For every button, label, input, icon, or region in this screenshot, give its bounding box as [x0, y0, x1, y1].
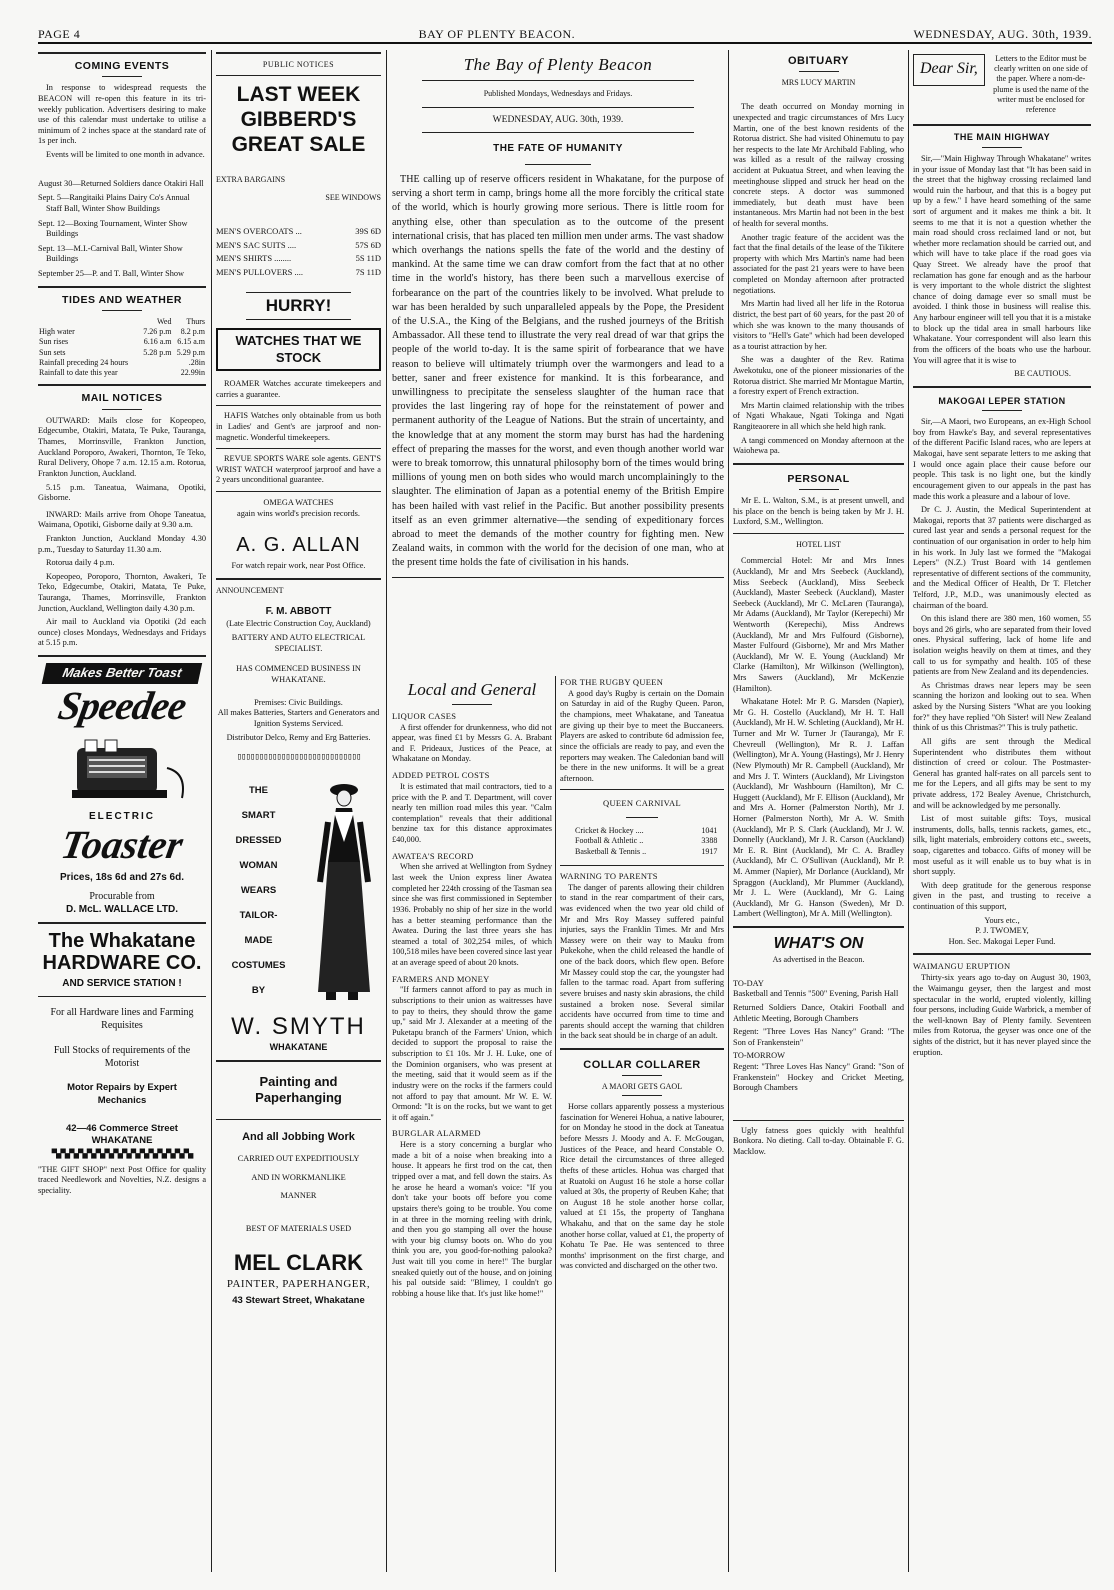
- waimangu-heading: WAIMANGU ERUPTION: [913, 961, 1011, 972]
- tomorrow-item: Regent: "Three Loves Has Nancy" Grand: "Son of Frankenstein" Hockey and Cricket Meeting, Borough Chambers: [733, 1062, 904, 1093]
- allan-name: A. G. ALLAN: [236, 534, 361, 557]
- makogai-para: On this island there are 380 men, 160 women, 55 boys and 26 girls, who are separated from their loved ones. Physical suffering, lack of home life and isolation weighs heavily on them at times, and they call to us for sympathy and health. 105 of these patients are from New Zealand and its dependencies.: [913, 614, 1091, 677]
- coming-events-heading: COMING EVENTS: [74, 60, 170, 72]
- mail-outward-2: 5.15 p.m. Taneatua, Waimana, Opotiki, Gisborne.: [38, 482, 206, 503]
- gift-shop-notice: "THE GIFT SHOP" next Post Office for quality traced Needlework and Novelties, N.Z. designs a speciality.: [38, 1164, 206, 1195]
- abbott-name: F. M. ABBOTT: [265, 605, 332, 617]
- abbott-distributor: Distributor Delco, Remy and Erg Batteries.: [226, 733, 371, 743]
- workman-line: AND IN WORKMANLIKE: [251, 1172, 346, 1182]
- abbott-late: (Late Electric Construction Coy, Auckland): [226, 618, 371, 628]
- decorative-border: ▯▯▯▯▯▯▯▯▯▯▯▯▯▯▯▯▯▯▯▯▯▯▯▯▯▯▯▯: [236, 752, 361, 763]
- page-number: PAGE 4: [38, 26, 81, 41]
- abbott-premises: Premises: Civic Buildings.: [254, 697, 343, 707]
- hardware-line-2: Full Stocks of requirements of the Motorist: [53, 1044, 191, 1069]
- smyth-advert: [216, 772, 381, 1012]
- table-row: Sun rises 6.16 a.m 6.15 a.m: [39, 337, 205, 347]
- toaster-from: Procurable from: [89, 890, 155, 902]
- carried-line: CARRIED OUT EXPEDITIOUSLY: [237, 1154, 360, 1164]
- hardware-address-1: 42—46 Commerce Street: [66, 1122, 178, 1134]
- smyth-word: MADE: [244, 934, 273, 946]
- makogai-signature: P. J. TWOMEY,: [975, 926, 1029, 936]
- allan-sub: For watch repair work, near Post Office.: [231, 560, 366, 570]
- makogai-para: Dr C. J. Austin, the Medical Superintendent at Makogai, reports that 37 patients were discharged as cured last year and sends a personal request for the continuation of our organisation in order to help him in his work. In July last we formed the "Makogai Lepers" (N.Z.) Trust Board with 14 gentlemen representative of different sections of the community, and the Medical Officer of Health, Dr T. Fletcher Telford, J.P., M.D., was unanimously elected as chairman of the board.: [913, 505, 1091, 610]
- makogai-title: Hon. Sec. Makogai Leper Fund.: [948, 936, 1056, 946]
- toaster-slogan: Makes Better Toast: [42, 663, 202, 684]
- mail-air: Air mail to Auckland via Opotiki (2d each ounce) closes Mondays, Wednesdays and Fridays at 5.15 p.m.: [38, 617, 206, 648]
- woman-illustration: [304, 772, 380, 1010]
- gibberd-headline-2: GIBBERD'S: [240, 108, 357, 132]
- mail-inward-4: Kopeopeo, Poroporo, Thornton, Awakeri, Te Teko, Edgecumbe, Otakiri, Matata, Te Puke, Tauranga, Thames, Morrinsville, Frankton Junction, Auckland, Wellington daily 4.30 p.m.: [38, 571, 206, 613]
- announcement-heading: ANNOUNCEMENT: [216, 585, 284, 595]
- table-row: Cricket & Hockey .... 1041: [575, 826, 718, 836]
- warning-body: The danger of parents allowing their children to stand in the rear compartment of their cars, was evidenced when the two year old child of Mr and Mrs Roy Massey suffered painful injuries, says the Franklin Times. Mr and Mrs Massey were on their way to Mauku from Pukekohe, when the child released the handle of one of the back doors, which flew open. Before Mr Massey could stop the car, the youngster had fallen to the tarmac road. Apart from suffering severe bruises and nasty skin abrasions, the child sustained a broken nose. Several similar accidents have occurred from time to time and parents should accept the warning that children in the back seat should be in charge of an adult.: [560, 882, 724, 1041]
- extra-bargains: EXTRA BARGAINS: [216, 175, 286, 185]
- rugby-heading: FOR THE RUGBY QUEEN: [560, 677, 664, 687]
- see-windows: SEE WINDOWS: [325, 193, 381, 203]
- smyth-word: WOMAN: [239, 859, 278, 871]
- obituary-para: Another tragic feature of the accident was the fact that the final details of the lease of the Tikitere property with which Mrs Martin's name had been associated for the past 21 years were to have been completed on Monday afternoon after protracted negotiations.: [733, 232, 904, 295]
- materials-line: BEST OF MATERIALS USED: [245, 1223, 352, 1233]
- local-general-column-2: [560, 675, 724, 1572]
- table-row: High water 7.26 p.m 8.2 p.m: [39, 327, 205, 337]
- bonkora-advert: Ugly fatness goes quickly with healthful Bonkora. No dieting. Call to-day. Obtainable F. G. Macklow.: [733, 1125, 904, 1157]
- mail-inward-3: Rotorua daily 4 p.m.: [46, 558, 115, 568]
- abbott-services: All makes Batteries, Starters and Generators and Ignition Systems Serviced.: [217, 708, 380, 728]
- table-row: Basketball & Tennis .. 1917: [575, 846, 718, 856]
- main-highway-body: Sir,—"Main Highway Through Whakatane" writes in your issue of Monday last that "It has been said in the street that the highway crossing reclaimed land would ruin the harbour, and that this is a bogey put up by a few." I have heard something of the same sort of argument and it makes me think a bit. It seems to me that it is not a question whether the main road should cross reclaimed land or not, but whether more reclamation should be carried out, and which will have to take place if the road goes via Quay Street. We already have the proof that reclamation has gone far enough and as the harbour is very important to the whole district the slightest chance of doing damage ever so small must be avoided. I think those in business will realise this. Any harbour engineer will tell you that it is a mistake to block up the tidal area in small harbours like Whakatane. Your correspondent will also learn this from the officers of the boats who use the harbour. You will agree that it is wise to: [913, 153, 1091, 365]
- column-4: [733, 50, 904, 1572]
- burglar-heading: BURGLAR ALARMED: [392, 1128, 481, 1139]
- obituary-para: She was a daughter of the Rev. Ratima Awekotuku, one of the pioneer missionaries of the Rotorua district. She married Mr Montague Martin, a forestry expert of French extraction.: [733, 355, 904, 397]
- hardware-name-1: The Whakatane: [48, 930, 196, 953]
- warning-heading: WARNING TO PARENTS: [560, 870, 658, 881]
- events-intro: In response to widespread requests the BEACON will re-open this feature in its tri-weekly publication. Advertisers desiring to make use of this calendar must undertake to utilise a minimum of 2 inches space at the standard rate of 1s per inch.: [38, 83, 206, 146]
- smyth-town: WHAKATANE: [269, 1042, 328, 1053]
- table-row: Rainfall to date this year 22.99in: [39, 368, 205, 378]
- hardware-name-2: HARDWARE CO.: [42, 952, 202, 975]
- column-rule: [908, 50, 909, 1572]
- tides-table: [38, 317, 206, 378]
- awatea-body: When she arrived at Wellington from Sydney last week the Union express liner Awatea completed her 224th crossing of the Tasman sea since she was first commissioned in September 1936. Probably no ship of her size in the world has a better steaming performance than the Awatea. During the last three years she has steamed a total of 302,254 miles, of which 100,518 miles have been covered since last year at an average speed of about 20 knots.: [392, 862, 552, 967]
- clark-address: 43 Stewart Street, Whakatane: [232, 1294, 365, 1306]
- event-item: September 25—P. and T. Ball, Winter Show: [38, 268, 185, 278]
- toaster-word: Toaster: [57, 822, 187, 868]
- watch-omega: OMEGA WATCHES: [263, 498, 334, 508]
- smyth-word: TAILOR-: [239, 909, 278, 921]
- hotel-list-heading: HOTEL LIST: [796, 540, 841, 550]
- paper-title: The Bay of Plenty Beacon: [463, 55, 653, 74]
- hardware-line-1: For all Hardware lines and Farming Requisites: [50, 1007, 194, 1032]
- collar-heading: COLLAR COLLARER: [583, 1058, 701, 1071]
- obituary-name: MRS LUCY MARTIN: [781, 78, 856, 88]
- toaster-dealer: D. McL. WALLACE LTD.: [65, 903, 179, 915]
- whats-on-heading: WHAT'S ON: [773, 935, 864, 953]
- toaster-electric: ELECTRIC: [89, 811, 155, 823]
- farmers-heading: FARMERS AND MONEY: [392, 973, 490, 984]
- personal-heading: PERSONAL: [787, 472, 850, 485]
- farmers-body: "If farmers cannot afford to pay as much in subscriptions to their union as waitresses have to pay to theirs, they should throw the game up," said Mr J. Alexander at a meeting of the Puketapu branch of the Farmers' Union, which decided to support the proposal to raise the subscription to £1 10s. Mr J. H. Luke, one of the Dominion organisers, who was present at the meeting, said that it would seem as if the industry were on the rocks if the farmers could not afford to pay that amount. Mr W. E. W. Ormond: "It is on the rocks, but we want to get it off again.": [392, 985, 552, 1122]
- makogai-heading: MAKOGAI LEPER STATION: [938, 395, 1066, 406]
- column-1: [38, 50, 206, 1572]
- hardware-sub: AND SERVICE STATION !: [62, 978, 182, 990]
- carnival-heading: QUEEN CARNIVAL: [603, 798, 681, 809]
- today-item: Returned Soldiers Dance, Otakiri Football and Athletic Meeting, Borough Chambers: [733, 1002, 904, 1023]
- mail-inward: INWARD: Mails arrive from Ohope Taneatua, Waimana, Opotiki, Gisborne daily at 9.30 a.m.: [38, 509, 206, 530]
- smyth-word: SMART: [241, 809, 276, 821]
- burglar-body: Here is a story concerning a burglar who made a bit of a noise when breaking into a house. It appears he first trod on the cat, then tripped over a mat, and fell down the stairs. As he arose he heard a woman's voice: "If you don't take your boots off before you come upstairs there's going to be trouble. You come in at three in the morning reeling with drink, and then you go stamping all over the house with your big clumsy boots on. Who do you think you are, you good-for-nothing palooka? Just wait till you come in here!" The burglar sneaked quietly out of the house, and on joining his pal outside said: "Blimey, I couldn't go robbing a house like that. It's just like home!": [392, 1140, 552, 1298]
- event-item: August 30—Returned Soldiers dance Otakiri Hall: [38, 178, 204, 188]
- public-notices-heading: PUBLIC NOTICES: [262, 60, 335, 69]
- waimangu-body: Thirty-six years ago to-day on August 30, 1903, the Waimangu geyser, then the largest and most spectacular in the world, erupted violently, killing four persons, including Guide Warbrick, a member of the well-known Bay of Plenty family. Seventeen miles from Rotorua, the geyser was once one of the sights of the district, but it has never played since the eruption.: [913, 973, 1091, 1057]
- decorative-border: ▀▄▀▄▀▄▀▄▀▄▀▄▀▄▀▄▀▄▀▄▀▄▀▄▀▄▀▄▀▄▀▄: [51, 1149, 193, 1160]
- page-masthead: [38, 26, 1092, 44]
- awatea-heading: AWATEA'S RECORD: [392, 850, 474, 861]
- gibberd-headline-3: GREAT SALE: [231, 133, 366, 157]
- makogai-para: As Christmas draws near lepers may be seen scanning the horizon and looking out to sea. When asked by the Nursing Sisters "What are you looking for?" they have replied "Oh Sister! will New Zealand think of us this Christmas?" This is truly pathetic.: [913, 680, 1091, 733]
- clark-trade: PAINTER, PAPERHANGER,: [226, 1277, 371, 1290]
- column-rule: [555, 676, 556, 1572]
- collar-subheading: A MAORI GETS GAOL: [601, 1082, 683, 1092]
- toaster-advert: [38, 663, 206, 916]
- watch-roamer: ROAMER Watches accurate timekeepers and carries a guarantee.: [216, 379, 381, 399]
- liquor-heading: LIQUOR CASES: [392, 710, 457, 721]
- event-item: Sept. 5—Rangitaiki Plains Dairy Co's Annual Staff Ball, Winter Show Buildings: [38, 193, 190, 213]
- today-item: Regent: "Three Loves Has Nancy" Grand: "The Son of Frankenstein": [733, 1027, 904, 1047]
- abbott-specialist: BATTERY AND AUTO ELECTRICAL SPECIALIST.: [231, 633, 366, 653]
- obituary-para: Mrs Martin claimed relationship with the tribes of Ngati Whakaue, Ngati Tokinga and Ngati Rangiteaorere in all which she held high rank.: [733, 400, 904, 431]
- table-row: Sun sets 5.28 p.m 5.29 p.m: [39, 347, 205, 357]
- local-general-heading: Local and General: [407, 680, 537, 699]
- today-item: Basketball and Tennis "500" Evening, Parish Hall: [733, 989, 899, 999]
- mail-inward-2: Frankton Junction, Auckland Monday 4.30 p.m., Tuesday to Saturday 11.30 a.m.: [38, 533, 206, 554]
- manner-line: MANNER: [280, 1191, 317, 1201]
- hurry-headline: HURRY!: [246, 292, 351, 320]
- hardware-advert: [38, 930, 206, 1160]
- editorial-date: WEDNESDAY, AUG. 30th, 1939.: [492, 114, 624, 125]
- column-rule: [728, 50, 729, 1572]
- jobbing-line: And all Jobbing Work: [242, 1131, 355, 1144]
- issue-date: WEDNESDAY, AUG. 30th, 1939.: [913, 26, 1092, 41]
- list-item: MEN'S SAC SUITS .... 57S 6D: [216, 239, 381, 250]
- hardware-address-2: WHAKATANE: [91, 1134, 153, 1146]
- list-item: MEN'S SHIRTS ........ 5S 11D: [216, 253, 381, 264]
- toaster-prices: Prices, 18s 6d and 27s 6d.: [60, 872, 184, 884]
- editorial-heading: THE FATE OF HUMANITY: [493, 143, 623, 155]
- whats-on-sub: As advertised in the Beacon.: [772, 954, 865, 964]
- gibberd-headline-1: LAST WEEK: [236, 83, 361, 107]
- collar-body: Horse collars apparently possess a mysterious fascination for Wenerei Hohua, a native labourer, for on Monday he stood in the dock at Taneatua before Messrs J. Moody and A. F. McGougan, Justices of the Peace, and heard Constable O. Rice detail the circumstances of three alleged thefts of these articles. Hohua was charged that at Ruatoki on August 16 he stole a horse collar valued at 30s, the property of Reuben Kahe; that on August 18 he stole another horse collar, valued at £1 15s, the property of Tanghana Whakahu, and that on the same day he stole another horse collar, valued at £1, the property of Kohatu Te Pae. He was sentenced to three months' imprisonment on the first charge, and was convicted and discharged on the other two.: [560, 1102, 724, 1271]
- smyth-word: DRESSED: [235, 834, 282, 846]
- column-rule: [386, 50, 387, 1572]
- makogai-para: Sir,—A Maori, two Europeans, an ex-High School boy from Hawke's Bay, and several representatives of the different Pacific Island races, who are lepers at Makogai, have sent separate letters to me asking that I would once again place their cause before our people. This task is no light one, but the kindly encouragement given to our appeals in the past has made this work a pleasure and a labour of love.: [913, 417, 1091, 501]
- main-highway-signature: BE CAUTIOUS.: [1014, 369, 1071, 379]
- watch-omega-sub: again wins world's precision records.: [237, 508, 360, 518]
- tides-col-header: Wed: [157, 317, 172, 327]
- column-2: [216, 50, 381, 1572]
- makogai-para: With deep gratitude for the generous response given in the past, and trusting to receive a continuation of this support,: [913, 880, 1091, 912]
- events-limit: Events will be limited to one month in advance.: [46, 150, 205, 160]
- today-heading: TO-DAY: [733, 978, 764, 988]
- obituary-heading: OBITUARY: [787, 55, 850, 67]
- smyth-word: COSTUMES: [231, 959, 286, 971]
- toaster-brand: Speedee: [54, 682, 190, 728]
- makogai-para: List of most suitable gifts: Toys, musical instruments, dolls, balls, tennis rackets, games, etc., silk, light materials, embroidery cottons etc., sweets, soap, cigarettes and tobacco. Gifts of money will be most useful as it will enable us to buy what is in short supply.: [913, 814, 1091, 877]
- events-list: [38, 179, 206, 280]
- tides-col-header: Thurs: [186, 317, 205, 327]
- hotel-whakatane: Whakatane Hotel: Mr P. G. Marsden (Napier), Mr G. H. Costello (Auckland), Mr H. T. Hall (Auckland), Mr H. W. Schleting (Auckland), Mr H. Turner and Mr W. Turner Jr (Tauranga), Mr F. Chevreull (Wellington), Mr R. J. Laffan (Wellington), Mr A. Young (Hastings), Mr J. Henry (New Plymouth) Mr R. Campbell (Auckland), Mr and Mrs J. T. Winters (Auckland), Mr Livingston (Auckland), Mr Washbourn (Hamilton), Mr C. Huggett (Auckland), Mr F. Ellison (Auckland), Mr and Mrs A. Horner (Palmerston North), Mr J. Horner (Palmerston North), Mr A. W. Smith (Auckland), Mr P. S. Clark (Auckland), Mr J. W. Donnelly (Auckland), Mr J. R. Carson (Auckland) Mr E. R. Bint (Auckland), Mr C. A. Bradley (Auckland), Mr C. O'Sullivan (Auckland), Mr P. M. Ammer (Napier), Mr Dorlance (Auckland), Mr Spraggon (Auckland), Mr Plummer (Auckland), Mr J. L. Were (Auckland), Mr G. Laing (Auckland), Mr G. Hanson (Sweden), Mr D. Lambert (Wellington), Mr A. Mill (Wellington).: [733, 697, 904, 919]
- tomorrow-heading: TO-MORROW: [733, 1051, 785, 1061]
- watch-hafis: HAFIS Watches only obtainable from us both in Ladies' and Gent's are jarproof and non-magnetic. Wonderful timekeepers.: [216, 411, 381, 442]
- makogai-para: All gifts are sent through the Medical Superintendent who distributes them without distinction of creed or colour. The Postmaster-General has granted half-rates on all parcels sent to me for the Lepers, and all gifts may be sent to my private address, 172 Bealey Avenue, Christchurch, and will be acknowledged by me personally.: [913, 736, 1091, 810]
- table-row: Rainfall preceding 24 hours .28in: [39, 357, 205, 367]
- watch-revue: REVUE SPORTS WARE sole agents. GENT'S WRIST WATCH waterproof jarproof and have a 2 years unconditional guarantee.: [216, 454, 381, 485]
- mail-heading: MAIL NOTICES: [81, 392, 163, 405]
- event-item: Sept. 13—M.I.-Carnival Ball, Winter Show Buildings: [38, 243, 183, 264]
- smyth-name: W. SMYTH: [231, 1012, 366, 1040]
- watches-heading: WATCHES THAT WE STOCK: [216, 328, 381, 371]
- paint-heading: Painting and Paperhanging: [255, 1073, 342, 1106]
- personal-body: Mr E. L. Walton, S.M., is at present unwell, and his place on the bench is being taken by Mr J. H. Luxford, S.M., Wellington.: [733, 496, 904, 527]
- event-item: Sept. 12—Boxing Tournament, Winter Show Buildings: [38, 218, 188, 239]
- column-rule: [211, 50, 212, 1572]
- liquor-body: A first offender for drunkenness, who did not appear, was fined £1 by Messrs G. A. Brabant and F. Prideaux, Justices of the Peace, at Whakatane on Monday.: [392, 722, 552, 764]
- hotel-commercial: Commercial Hotel: Mr and Mrs Innes (Auckland), Mr and Mrs Seebeck (Auckland), Miss Seebeck (Auckland), Miss Seebeck (Auckland), Master Seebeck (Auckland), Master Seebeck (Auckland), Mr C. McLaren (Tauranga), Mr Adams (Auckland), Mr Taylor (Kerepechi) Mr Wentworth (Kerepechi), Miss Andrews (Auckland), Mr and Mrs Fulfourd (Gisborne), Master Fulfourd (Gisborne), Mr and Mrs Mather (Auckland), Mr W. E. Young (Auckland) Mr Clarke (Hamilton), Mr Wilkinson (Wellington), Mrs Sawers (Auckland), Mr McKenzie (Hamilton).: [733, 556, 904, 693]
- mail-outward: OUTWARD: Mails close for Kopeopeo, Edgecumbe, Otakiri, Matata, Te Puke, Tauranga, Thames, Morrinsville, Frankton Junction, Auckland Poroporo, Awakeri, Thornton, Te Teko, Rural Delivery, Ohope 7 a.m. 12.15 a.m. Rotorua, Frankton Junction, Auckland.: [38, 415, 206, 478]
- hardware-line-3: Motor Repairs by Expert Mechanics: [67, 1082, 177, 1106]
- carnival-table: [574, 826, 718, 857]
- rugby-body: A good day's Rugby is certain on the Domain on Saturday in aid of the Rugby Queen. Paron, the champions, meet Whakatane, and Taneatua are giving up their bye to meet the Buccaneers. Players are asked to contribute 6d admission fee, since the officials are ready to pay, and even the reporters may weaken. The Caledonian band will be there in the new uniforms. It will be a great afternoon.: [560, 688, 724, 783]
- obituary-para: A tangi commenced on Monday afternoon at the Waiohewa pa.: [733, 435, 904, 456]
- petrol-body: It is estimated that mail contractors, tied to a price with the P. and T. Department, will cover nearly ten million road miles this year. "Calm contemplation" reveals that their additional benzine tax for this distance approximates £40,000.: [392, 781, 552, 844]
- main-highway-heading: THE MAIN HIGHWAY: [953, 132, 1051, 143]
- smyth-word: WEARS: [240, 884, 277, 896]
- list-item: MEN'S PULLOVERS .... 7S 11D: [216, 267, 381, 278]
- letters-notice: Letters to the Editor must be clearly written on one side of the paper. Where a nom-de-plume is used the name of the writer must be enclosed for reference: [993, 54, 1089, 115]
- editorial-body: THE calling up of reserve officers resident in Whakatane, for the purpose of serving a short term in camp, brings home all the more forcibly the critical state of the world, which is hourly growing more serious. There is little room for anything else, other than speculation as to the outcome of the present international crisis, that has placed ten million men under arms. The vast shadow which overhangs the nations spells the fate of the world and the destiny of mankind. At the same time we can draw comfort from the fact that at no other time in the world's history, has there been such a marvellous exercise of forbearance on the part of the countries likely to be involved. What prelude to war has been heralded by such unparalleled appeals by the Pope, the President of the U.S.A., the King of the Belgians, and the rushed journeys of the British Ambassador. All these tend to illustrate the very real dread of war that grips the people of the world to-day. It is the same spirit of forbearance that we have reason to believe will ultimately triumph over the warmongers and lead to a better, saner and freer existence for mankind. It is this forbearance, and unwillingness to precipitate the senseless slaughter of the human race that provides the last lingering ray of hope for the reinstatement of power and permanent authority of the League of Nations. But the strain of uncertainty, and the knowledge that at any moment the storm may burst has had the hardening effect of preparing the masses for the worst, and even though another world war were to break tomorrow, this unnatural philosophy born of the times would bring millions of young men on both sides who would march uncomplainingly to the slaughter. The elimination of Japan as a potential enemy of the British Empire has been hailed with vast relief in the Pacific. But another possibility presents itself as an even grimmer alternative—the sending of expeditionary forces abroad to meet the demands of the mother country for fighting men. New Zealand waits, in common with the world for the decision of one man, who at the present time holds the fate of civilisation in his hands.: [392, 173, 724, 569]
- column-5: [913, 50, 1091, 1572]
- table-row: Football & Athletic .. 3388: [575, 836, 718, 846]
- petrol-heading: ADDED PETROL COSTS: [392, 770, 490, 781]
- smyth-word: THE: [249, 784, 268, 796]
- makogai-yours: Yours etc.,: [984, 915, 1020, 925]
- local-general-column: [392, 675, 552, 1572]
- toaster-illustration: [47, 728, 197, 808]
- obituary-para: Mrs Martin had lived all her life in the Rotorua district, the best part of 60 years, for the past 20 of which she was known to the many thousands of visitors to "Hell's Gate" which had been developed as a tourist attraction by her.: [733, 299, 904, 351]
- smyth-word: BY: [251, 984, 266, 996]
- abbott-commenced: HAS COMMENCED BUSINESS IN WHAKATANE.: [236, 664, 361, 684]
- list-item: MEN'S OVERCOATS ... 39S 6D: [216, 225, 381, 236]
- clark-name: MEL CLARK: [233, 1249, 364, 1275]
- publication-days: Published Mondays, Wednesdays and Fridays.: [483, 88, 633, 98]
- dear-sir-logo: Dear Sir,: [913, 54, 985, 86]
- obituary-para: The death occurred on Monday morning in unexpected and tragic circumstances of Mrs Lucy Martin, one of the best known residents of the Rotorua district. She had visited Ohinemutu to pay her respects to the late Mr Archibald Fabling, who was killed as a result of the railway crossing accident at Pukuatua Street, and when leaving the meetinghouse slipped and struck her head on the concrete steps. A doctor was summoned immediately, but death must have been instantaneous. Mrs Martin had not been in the best of health for several months.: [733, 102, 904, 229]
- tides-heading: TIDES AND WEATHER: [62, 293, 182, 306]
- paper-name: BAY OF PLENTY BEACON.: [418, 26, 576, 41]
